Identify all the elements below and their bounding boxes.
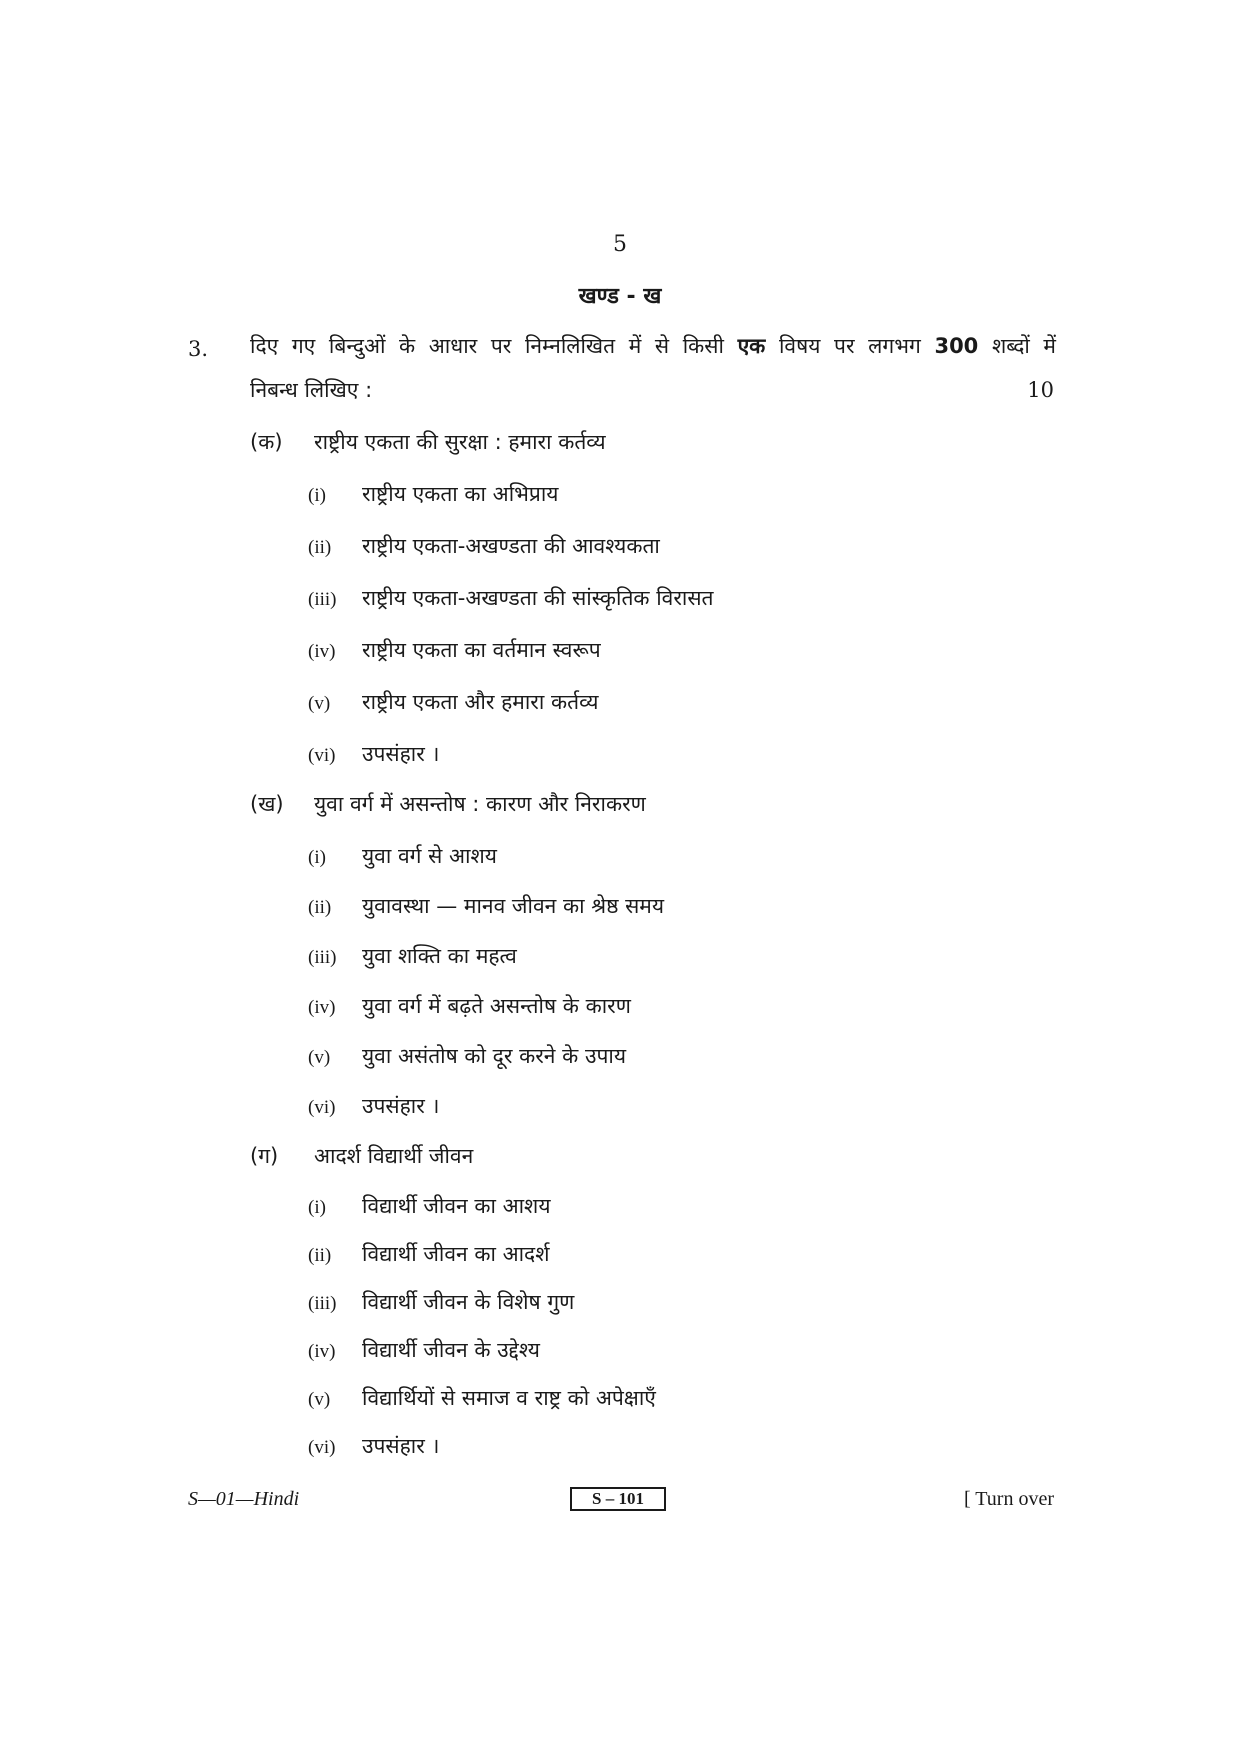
list-item: (iv) युवा वर्ग में बढ़ते असन्तोष के कारण bbox=[308, 994, 631, 1018]
list-item: (ii) युवावस्था — मानव जीवन का श्रेष्ठ समय bbox=[308, 894, 665, 918]
question-marks: 10 bbox=[1027, 378, 1054, 402]
turn-over-note: [ Turn over bbox=[963, 1488, 1054, 1510]
list-item: (v) राष्ट्रीय एकता और हमारा कर्तव्य bbox=[308, 690, 599, 714]
list-item: (iv) विद्यार्थी जीवन के उद्देश्य bbox=[308, 1338, 540, 1362]
question-text-line-1 bbox=[250, 332, 1056, 360]
list-item: (iii) विद्यार्थी जीवन के विशेष गुण bbox=[308, 1290, 575, 1314]
question-text-part: शब्दों में bbox=[991, 334, 1056, 358]
question-text-part: दिए गए बिन्दुओं के आधार पर निम्नलिखित में से किसी bbox=[250, 334, 724, 358]
list-item: (i) राष्ट्रीय एकता का अभिप्राय bbox=[308, 482, 559, 506]
topic-title: आदर्श विद्यार्थी जीवन bbox=[314, 1144, 474, 1168]
list-item: (iii) राष्ट्रीय एकता-अखण्डता की सांस्कृतिक विरासत bbox=[308, 586, 714, 610]
topic-label: (ख) bbox=[250, 792, 284, 816]
list-item: (ii) विद्यार्थी जीवन का आदर्श bbox=[308, 1242, 550, 1266]
question-bold-one: एक bbox=[737, 334, 766, 358]
list-item: (vi) उपसंहार । bbox=[308, 742, 440, 766]
list-item: (v) विद्यार्थियों से समाज व राष्ट्र को अपेक्षाएँ bbox=[308, 1386, 656, 1410]
topic-title: राष्ट्रीय एकता की सुरक्षा : हमारा कर्तव्य bbox=[314, 430, 606, 454]
question-word-count: 300 bbox=[934, 334, 979, 358]
question-text-part: विषय पर लगभग bbox=[778, 334, 921, 358]
list-item: (iii) युवा शक्ति का महत्व bbox=[308, 944, 517, 968]
topic-label: (ग) bbox=[250, 1144, 279, 1168]
list-item: (ii) राष्ट्रीय एकता-अखण्डता की आवश्यकता bbox=[308, 534, 660, 558]
list-item: (iv) राष्ट्रीय एकता का वर्तमान स्वरूप bbox=[308, 638, 601, 662]
question-text-line-2: निबन्ध लिखिए : bbox=[250, 378, 373, 402]
paper-code: S—01—Hindi bbox=[188, 1488, 300, 1510]
topic-heading bbox=[250, 1142, 473, 1170]
topic-title: युवा वर्ग में असन्तोष : कारण और निराकरण bbox=[314, 792, 646, 816]
question-number: 3. bbox=[188, 337, 209, 361]
list-item: (vi) उपसंहार । bbox=[308, 1094, 440, 1118]
topic-heading bbox=[250, 790, 646, 818]
page-number: 5 bbox=[613, 232, 627, 257]
list-item: (i) विद्यार्थी जीवन का आशय bbox=[308, 1194, 551, 1218]
section-title: खण्ड - ख bbox=[578, 284, 662, 309]
list-item: (v) युवा असंतोष को दूर करने के उपाय bbox=[308, 1044, 626, 1068]
topic-heading bbox=[250, 428, 606, 456]
series-code-box: S – 101 bbox=[570, 1487, 666, 1511]
topic-label: (क) bbox=[250, 430, 283, 454]
list-item: (i) युवा वर्ग से आशय bbox=[308, 844, 497, 868]
list-item: (vi) उपसंहार । bbox=[308, 1434, 440, 1458]
